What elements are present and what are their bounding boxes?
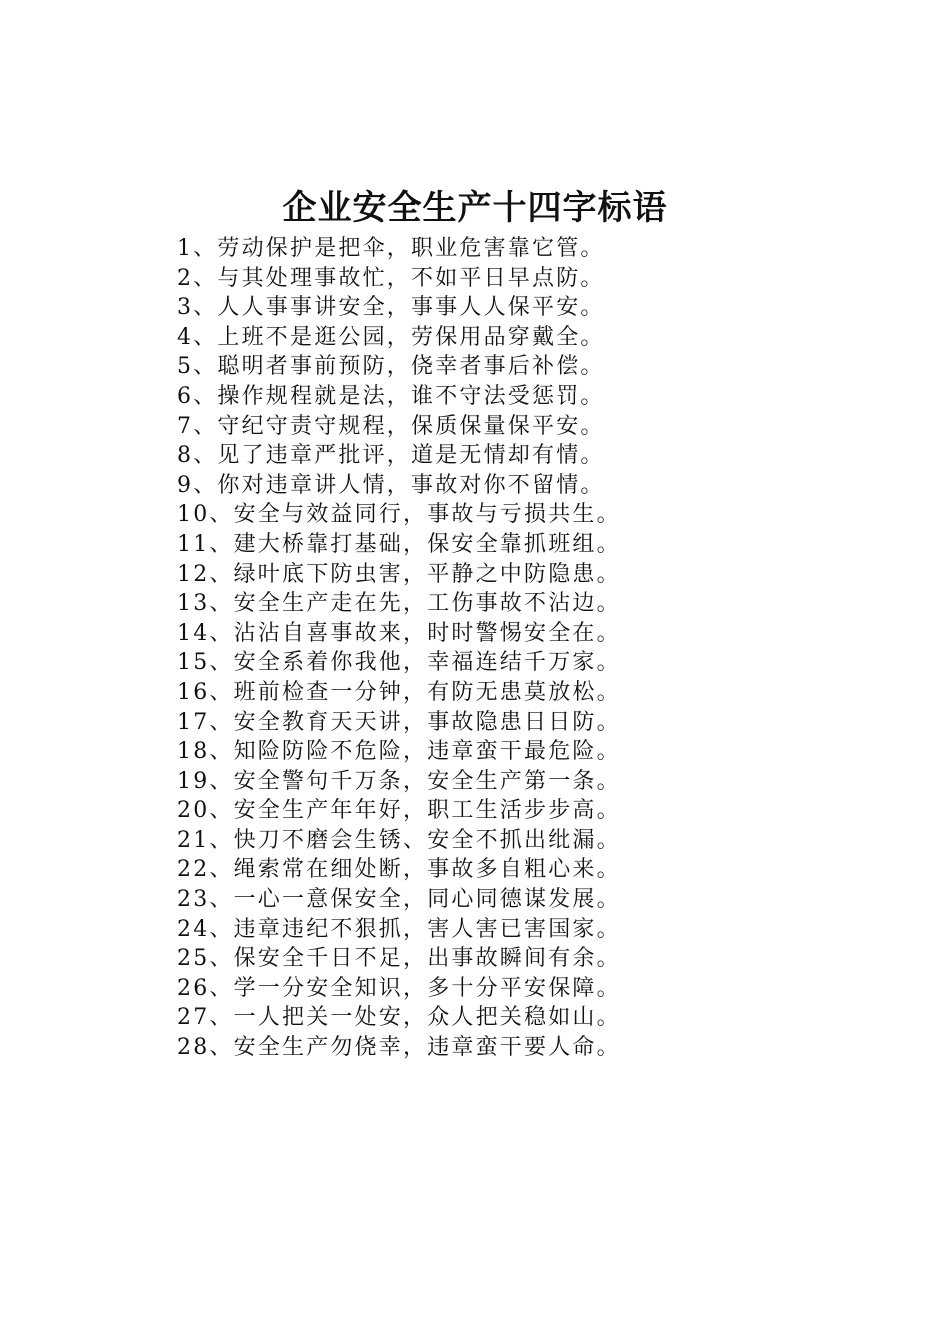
slogan-item: 10、安全与效益同行，事故与亏损共生。 xyxy=(177,502,621,528)
slogan-item: 15、安全系着你我他，幸福连结千万家。 xyxy=(177,650,621,676)
slogan-item: 18、知险防险不危险，违章蛮干最危险。 xyxy=(177,739,621,765)
slogan-item: 4、上班不是逛公园，劳保用品穿戴全。 xyxy=(177,324,605,350)
slogan-item: 11、建大桥靠打基础，保安全靠抓班组。 xyxy=(177,531,621,557)
slogan-item: 23、一心一意保安全，同心同德谋发展。 xyxy=(177,887,621,913)
slogan-item: 17、安全教育天天讲，事故隐患日日防。 xyxy=(177,709,621,735)
slogan-item: 6、操作规程就是法，谁不守法受惩罚。 xyxy=(177,383,605,409)
slogan-item: 26、学一分安全知识，多十分平安保障。 xyxy=(177,975,621,1001)
slogan-item: 9、你对违章讲人情，事故对你不留情。 xyxy=(177,472,605,498)
slogan-item: 12、绿叶底下防虫害，平静之中防隐患。 xyxy=(177,561,621,587)
slogan-item: 20、安全生产年年好，职工生活步步高。 xyxy=(177,798,621,824)
slogan-item: 22、绳索常在细处断，事故多自粗心来。 xyxy=(177,857,621,883)
slogan-item: 14、沾沾自喜事故来，时时警惕安全在。 xyxy=(177,620,621,646)
slogan-item: 27、一人把关一处安，众人把关稳如山。 xyxy=(177,1005,621,1031)
slogan-item: 2、与其处理事故忙，不如平日早点防。 xyxy=(177,265,605,291)
slogan-item: 8、见了违章严批评，道是无情却有情。 xyxy=(177,443,605,469)
slogan-item: 1、劳动保护是把伞，职业危害靠它管。 xyxy=(177,236,605,261)
slogan-item: 25、保安全千日不足，出事故瞬间有余。 xyxy=(177,946,621,972)
slogan-list xyxy=(177,234,621,1063)
slogan-item: 3、人人事事讲安全，事事人人保平安。 xyxy=(177,295,605,321)
slogan-item: 16、班前检查一分钟，有防无患莫放松。 xyxy=(177,679,621,705)
slogan-item: 7、守纪守责守规程，保质保量保平安。 xyxy=(177,413,605,439)
slogan-item: 5、聪明者事前预防，侥幸者事后补偿。 xyxy=(177,354,605,380)
slogan-item: 24、违章违纪不狠抓，害人害已害国家。 xyxy=(177,916,621,942)
document-title: 企业安全生产十四字标语 xyxy=(282,188,668,228)
slogan-item: 13、安全生产走在先，工伤事故不沾边。 xyxy=(177,591,621,617)
slogan-item: 19、安全警句千万条，安全生产第一条。 xyxy=(177,768,621,794)
slogan-item: 28、安全生产勿侥幸，违章蛮干要人命。 xyxy=(177,1035,621,1061)
slogan-item: 21、快刀不磨会生锈、安全不抓出纰漏。 xyxy=(177,827,621,853)
